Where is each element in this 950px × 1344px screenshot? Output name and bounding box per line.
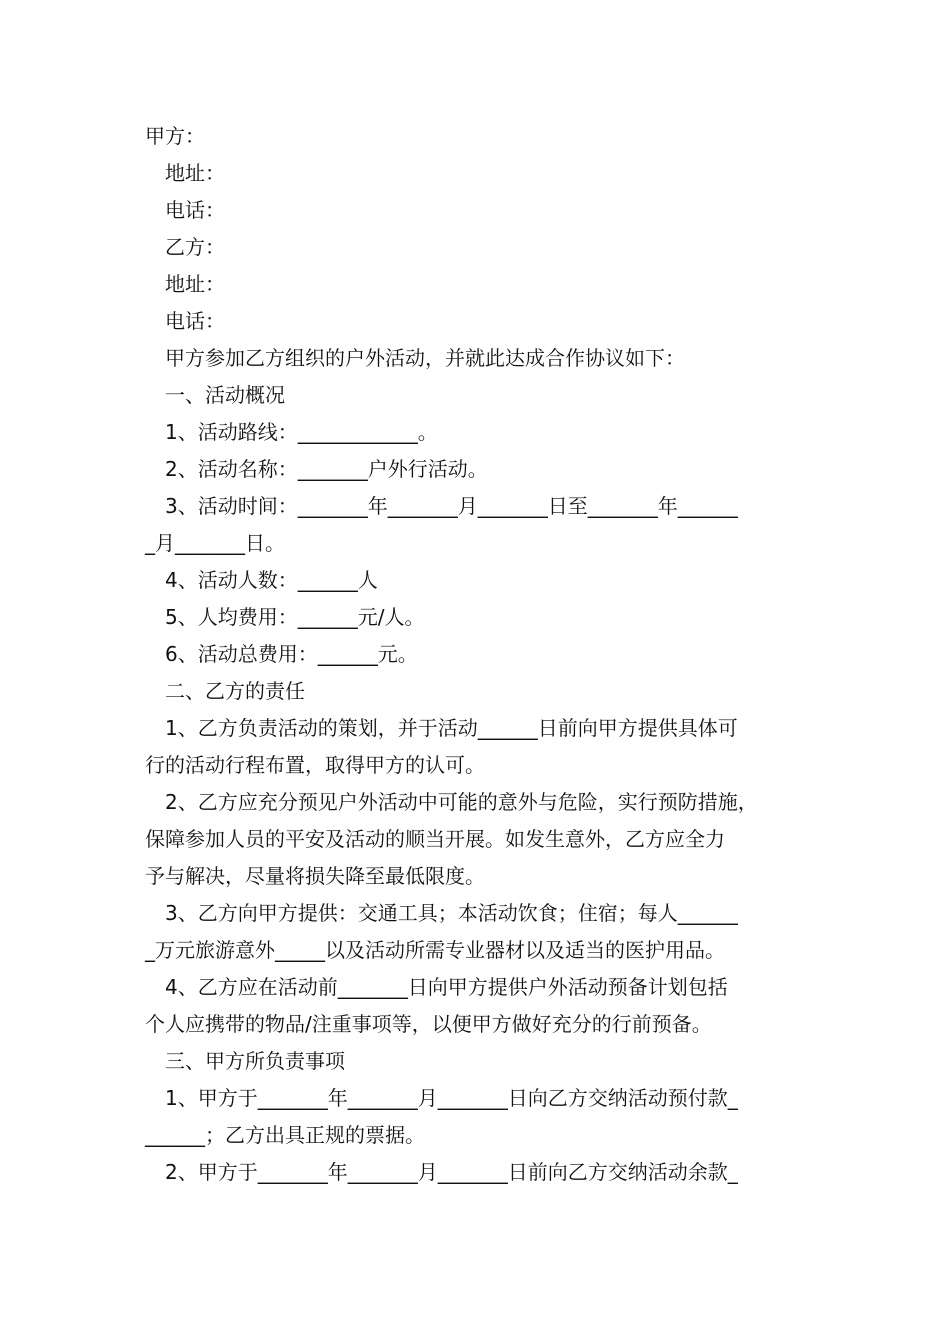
line-b-duty-2-cont: 保障参加人员的平安及活动的顺当开展。如发生意外，乙方应全力 (145, 827, 725, 851)
line-b-duty-1: 1、乙方负责活动的策划，并于活动______日前向甲方提供具体可 (165, 716, 738, 740)
line-activity-name: 2、活动名称：_______户外行活动。 (165, 457, 488, 481)
line-total-cost: 6、活动总费用：______元。 (165, 642, 418, 666)
section-heading-party-b: 二、乙方的责任 (165, 679, 305, 703)
line-participants: 4、活动人数：______人 (165, 568, 378, 592)
line-route: 1、活动路线：____________。 (165, 420, 438, 444)
line-activity-time: 3、活动时间：_______年_______月_______日至_______年______ (165, 494, 738, 518)
line-party-a-phone: 电话： (165, 198, 225, 222)
line-activity-time-cont: _月_______日。 (145, 531, 285, 555)
line-b-duty-1-cont: 行的活动行程布置，取得甲方的认可。 (145, 753, 485, 777)
line-party-a-address: 地址： (165, 161, 225, 185)
contract-body (145, 118, 807, 1191)
section-heading-party-a: 三、甲方所负责事项 (165, 1049, 345, 1073)
line-party-b-address: 地址： (165, 272, 225, 296)
line-b-duty-3: 3、乙方向甲方提供：交通工具；本活动饮食；住宿；每人______ (165, 901, 738, 925)
line-party-b: 乙方： (165, 235, 225, 259)
line-b-duty-4-cont: 个人应携带的物品/注重事项等，以便甲方做好充分的行前预备。 (145, 1012, 712, 1036)
line-a-duty-2: 2、甲方于_______年_______月_______日前向乙方交纳活动余款_ (165, 1160, 738, 1184)
line-b-duty-2: 2、乙方应充分预见户外活动中可能的意外与危险，实行预防措施， (165, 790, 758, 814)
line-a-duty-1-cont: ______；乙方出具正规的票据。 (145, 1123, 425, 1147)
line-cost-per-person: 5、人均费用：______元/人。 (165, 605, 425, 629)
line-party-a: 甲方： (145, 124, 205, 148)
line-b-duty-4: 4、乙方应在活动前_______日向甲方提供户外活动预备计划包括 (165, 975, 728, 999)
line-b-duty-3-cont: _万元旅游意外_____以及活动所需专业器材以及适当的医护用品。 (145, 938, 725, 962)
line-a-duty-1: 1、甲方于_______年_______月_______日向乙方交纳活动预付款_ (165, 1086, 738, 1110)
line-party-b-phone: 电话： (165, 309, 225, 333)
line-b-duty-2-cont2: 予与解决，尽量将损失降至最低限度。 (145, 864, 485, 888)
section-heading-overview: 一、活动概况 (165, 383, 285, 407)
line-intro: 甲方参加乙方组织的户外活动，并就此达成合作协议如下： (165, 346, 685, 370)
